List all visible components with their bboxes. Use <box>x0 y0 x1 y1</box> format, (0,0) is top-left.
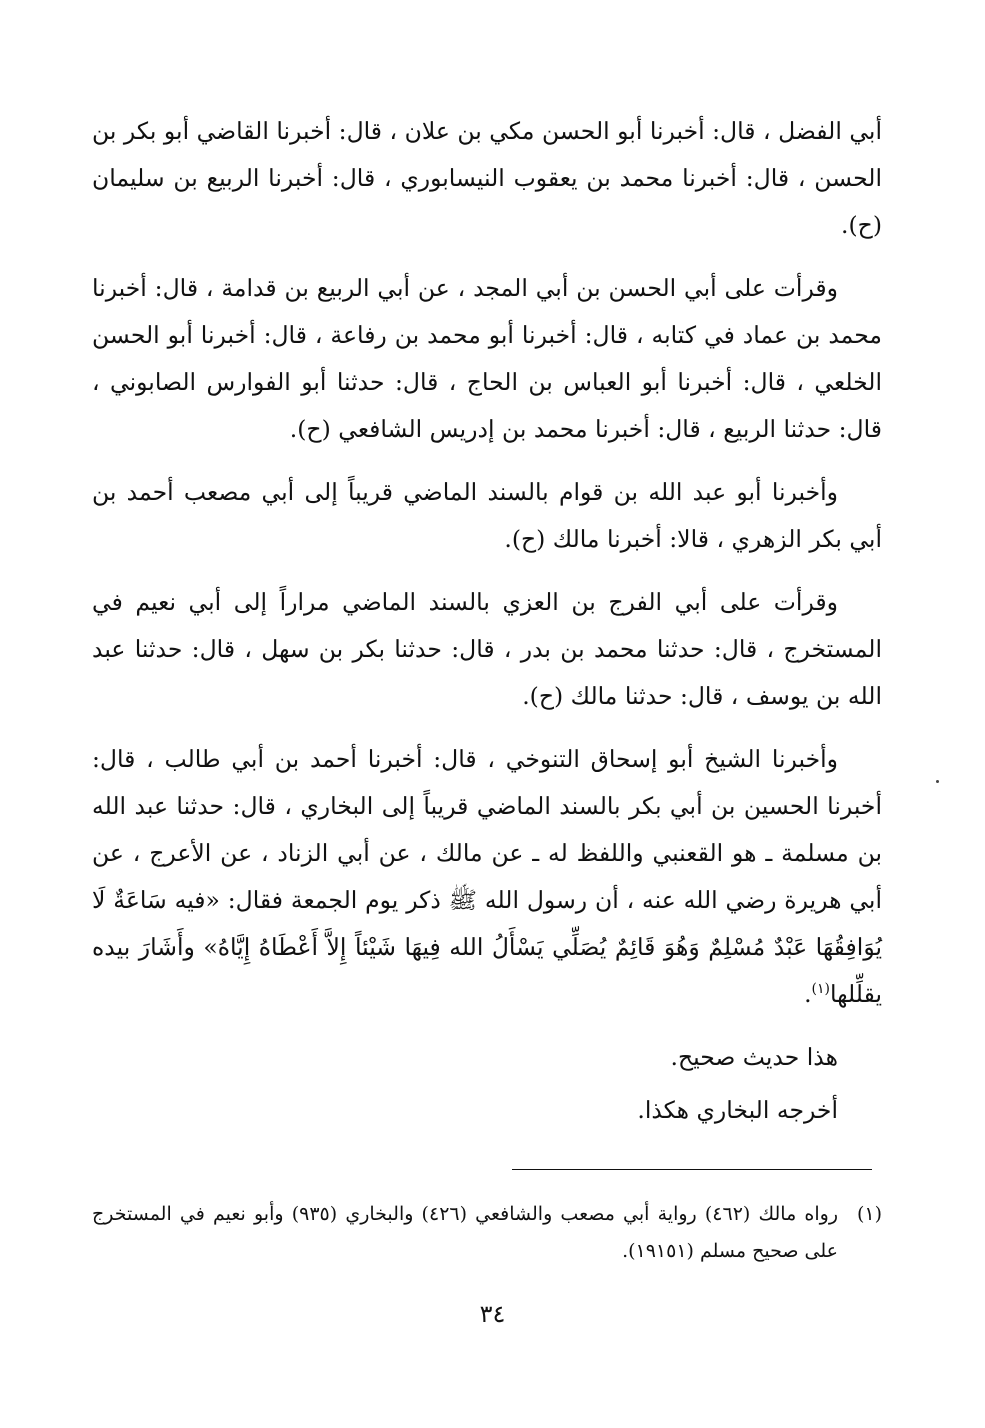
paragraph-3: وأخبرنا أبو عبد الله بن قوام بالسند الماضي قريباً إلى أبي مصعب أحمد بن أبي بكر الزهري ، قالا: أخبرنا مالك (ح). <box>92 478 882 553</box>
footnote-row <box>92 1196 882 1270</box>
paragraph-2: وقرأت على أبي الحسن بن أبي المجد ، عن أبي الربيع بن قدامة ، قال: أخبرنا محمد بن عماد في كتابه ، قال: أخبرنا أبو محمد بن رفاعة ، قال: أخبرنا أبو الحسن الخلعي ، قال: أخبرنا أبو العباس بن الحاج ، قال: حدثنا أبو الفوارس الصابوني ، قال: حدثنا الربيع ، قال: أخبرنا محمد بن إدريس الشافعي (ح). <box>92 274 882 443</box>
paragraph-1: أبي الفضل ، قال: أخبرنا أبو الحسن مكي بن علان ، قال: أخبرنا القاضي أبو بكر بن الحسن ، قال: أخبرنا محمد بن يعقوب النيسابوري ، قال: أخبرنا الربيع بن سليمان (ح). <box>92 117 882 239</box>
closing-line-1: هذا حديث صحيح. <box>670 1043 838 1071</box>
footnote-text: رواه مالك (٤٦٢) رواية أبي مصعب والشافعي (٤٢٦) والبخاري (٩٣٥) وأبو نعيم في المستخرج على صحيح مسلم (١٩١٥١). <box>92 1203 839 1262</box>
main-text <box>92 108 882 1140</box>
paragraph-5 <box>92 736 882 1018</box>
paragraph-end: . <box>804 980 812 1008</box>
footnote <box>92 1196 882 1270</box>
footnote-divider <box>512 1169 872 1170</box>
closing-line-2: أخرجه البخاري هكذا. <box>637 1096 838 1124</box>
hadith-text: وأخبرنا الشيخ أبو إسحاق التنوخي ، قال: أخبرنا أحمد بن أبي طالب ، قال: أخبرنا الحسين بن أبي بكر بالسند الماضي قريباً إلى البخاري ، قال: حدثنا عبد الله بن مسلمة ـ هو القعنبي واللفظ له ـ عن مالك ، عن أبي الزناد ، عن الأعرج ، عن أبي هريرة رضي الله عنه ، أن رسول الله ﷺ ذكر يوم الجمعة فقال: «فيه سَاعَةٌ لَا يُوَافِقُهَا عَبْدٌ مُسْلِمٌ وَهُوَ قَائِمٌ يُصَلِّي يَسْأَلُ الله فِيهَا شَيْئاً إِلاَّ أَعْطَاهُ إِيَّاهُ» وأَشَارَ بيده يقلِّلها <box>92 745 882 1008</box>
page-number: ٣٤ <box>479 1300 506 1328</box>
footnote-reference[interactable]: (١) <box>811 981 831 998</box>
footnote-number: (١) <box>856 1203 882 1225</box>
paragraph-4: وقرأت على أبي الفرج بن العزي بالسند الماضي مراراً إلى أبي نعيم في المستخرج ، قال: حدثنا محمد بن بدر ، قال: حدثنا بكر بن سهل ، قال: حدثنا عبد الله بن يوسف ، قال: حدثنا مالك (ح). <box>92 588 882 710</box>
scan-speck <box>936 780 939 783</box>
